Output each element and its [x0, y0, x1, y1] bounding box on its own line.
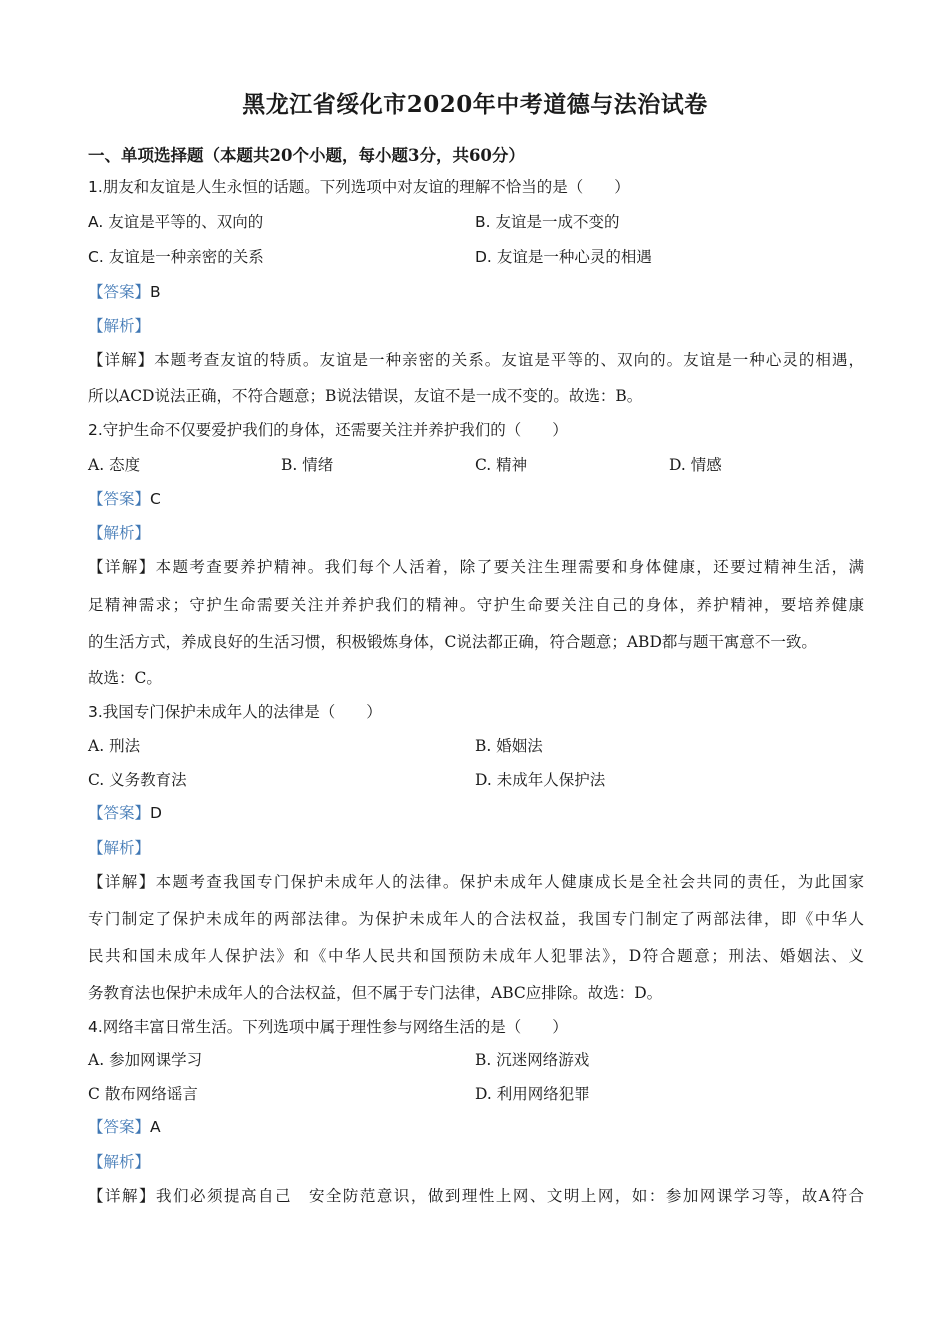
option-a [88, 1050, 202, 1070]
option-text: 友谊是平等的、双向的 [108, 213, 264, 231]
option-c [88, 247, 264, 267]
question-number: 2. [88, 421, 103, 439]
option-c [475, 455, 527, 475]
analysis-label: 【解析】 [88, 1153, 151, 1171]
detail-label: 【详解】 [88, 873, 156, 891]
question-number: 1. [88, 178, 103, 196]
option-text: 情绪 [302, 456, 334, 474]
detail-line: 所以ACD说法正确，不符合题意；B说法错误，友谊不是一成不变的。故选：B。 [88, 387, 643, 405]
answer-label: 【答案】 [88, 804, 151, 822]
detail-line: 足精神需求；守护生命需要关注并养护我们的精神。守护生命要关注自己的身体，养护精神，要培养健康 [88, 596, 864, 614]
detail-line: 民共和国未成年人保护法》和《中华人民共和国预防未成年人犯罪法》，D符合题意；刑法、婚姻法、义 [88, 947, 864, 965]
question-stem [88, 702, 382, 722]
option-letter: B. [475, 1051, 492, 1069]
detail-text: 本题考查我国专门保护未成年人的法律。保护未成年人健康成长是全社会共同的责任，为此国家 [155, 873, 864, 891]
option-text: 情感 [690, 456, 722, 474]
answer-value: D [150, 804, 162, 822]
detail-line: 务教育法也保护未成年人的合法权益，但不属于专门法律，ABC应排除。故选：D。 [88, 984, 663, 1002]
option-text: 友谊是一种亲密的关系 [108, 248, 264, 266]
option-letter: B. [475, 213, 491, 231]
question-stem [88, 1017, 568, 1037]
section-heading: 一、单项选择题（本题共20个小题，每小题3分，共60分） [88, 146, 525, 165]
option-letter: C [88, 1085, 100, 1103]
option-d [475, 247, 652, 267]
option-letter: B. [475, 737, 492, 755]
option-d [669, 455, 722, 475]
option-d [475, 770, 605, 790]
detail-label: 【详解】 [88, 558, 156, 576]
option-text: 利用网络犯罪 [496, 1085, 590, 1103]
answer-value: C [150, 490, 161, 508]
option-b [475, 736, 543, 756]
option-text: 态度 [109, 456, 141, 474]
option-d [475, 1084, 590, 1104]
option-a [88, 736, 140, 756]
detail-line: 故选：C。 [88, 669, 162, 687]
detail-line [88, 557, 864, 577]
question-number: 4. [88, 1018, 103, 1036]
option-a [88, 212, 263, 232]
option-text: 精神 [496, 456, 528, 474]
answer-line [88, 1117, 161, 1137]
detail-line: 的生活方式，养成良好的生活习惯，积极锻炼身体，C说法都正确，符合题意；ABD都与题干寓意不一致。 [88, 633, 817, 651]
detail-line [88, 350, 864, 370]
question-text: 我国专门保护未成年人的法律是（ ） [102, 703, 382, 721]
question-stem [88, 420, 568, 440]
option-letter: C. [88, 248, 104, 266]
analysis-label: 【解析】 [88, 524, 151, 542]
analysis-label: 【解析】 [88, 839, 151, 857]
option-text: 友谊是一种心灵的相遇 [496, 248, 652, 266]
option-c [88, 770, 187, 790]
answer-value: A [150, 1118, 161, 1136]
option-letter: A. [88, 456, 105, 474]
option-text: 未成年人保护法 [496, 771, 606, 789]
detail-text: 我们必须提高自己 安全防范意识，做到理性上网、文明上网，如：参加网课学习等，故A符合 [155, 1187, 864, 1205]
option-letter: A. [88, 737, 105, 755]
option-text: 散布网络谣言 [104, 1085, 198, 1103]
detail-line: 专门制定了保护未成年的两部法律。为保护未成年人的合法权益，我国专门制定了两部法律，即《中华人 [88, 910, 864, 928]
option-text: 义务教育法 [109, 771, 187, 789]
option-a [88, 455, 140, 475]
page-title: 黑龙江省绥化市2020年中考道德与法治试卷 [242, 91, 708, 118]
answer-line [88, 489, 161, 509]
option-c [88, 1084, 198, 1104]
analysis-label: 【解析】 [88, 317, 151, 335]
answer-value: B [150, 283, 161, 301]
option-text: 友谊是一成不变的 [495, 213, 620, 231]
option-b [475, 212, 620, 232]
option-letter: D. [669, 456, 686, 474]
answer-label: 【答案】 [88, 490, 151, 508]
option-b [281, 455, 333, 475]
option-letter: D. [475, 771, 492, 789]
option-text: 刑法 [109, 737, 141, 755]
option-letter: A. [88, 1051, 105, 1069]
detail-text: 本题考查要养护精神。我们每个人活着，除了要关注生理需要和身体健康，还要过精神生活，满 [155, 558, 864, 576]
option-letter: B. [281, 456, 298, 474]
question-number: 3. [88, 703, 103, 721]
question-text: 朋友和友谊是人生永恒的话题。下列选项中对友谊的理解不恰当的是（ ） [102, 178, 630, 196]
question-text: 网络丰富日常生活。下列选项中属于理性参与网络生活的是（ ） [102, 1018, 568, 1036]
question-text: 守护生命不仅要爱护我们的身体，还需要关注并养护我们的（ ） [102, 421, 568, 439]
answer-line [88, 803, 162, 823]
question-stem [88, 177, 630, 197]
option-letter: A. [88, 213, 104, 231]
answer-label: 【答案】 [88, 1118, 151, 1136]
option-letter: C. [88, 771, 105, 789]
detail-line [88, 872, 864, 892]
answer-label: 【答案】 [88, 283, 151, 301]
option-letter: C. [475, 456, 492, 474]
option-b [475, 1050, 589, 1070]
option-text: 婚姻法 [496, 737, 543, 755]
detail-text: 本题考查友谊的特质。友谊是一种亲密的关系。友谊是平等的、双向的。友谊是一种心灵的相遇， [154, 351, 864, 369]
option-text: 沉迷网络游戏 [496, 1051, 590, 1069]
detail-label: 【详解】 [88, 1187, 156, 1205]
answer-line [88, 282, 161, 302]
option-letter: D. [475, 1085, 492, 1103]
detail-label: 【详解】 [88, 351, 155, 369]
option-letter: D. [475, 248, 492, 266]
option-text: 参加网课学习 [109, 1051, 203, 1069]
detail-line [88, 1186, 864, 1206]
